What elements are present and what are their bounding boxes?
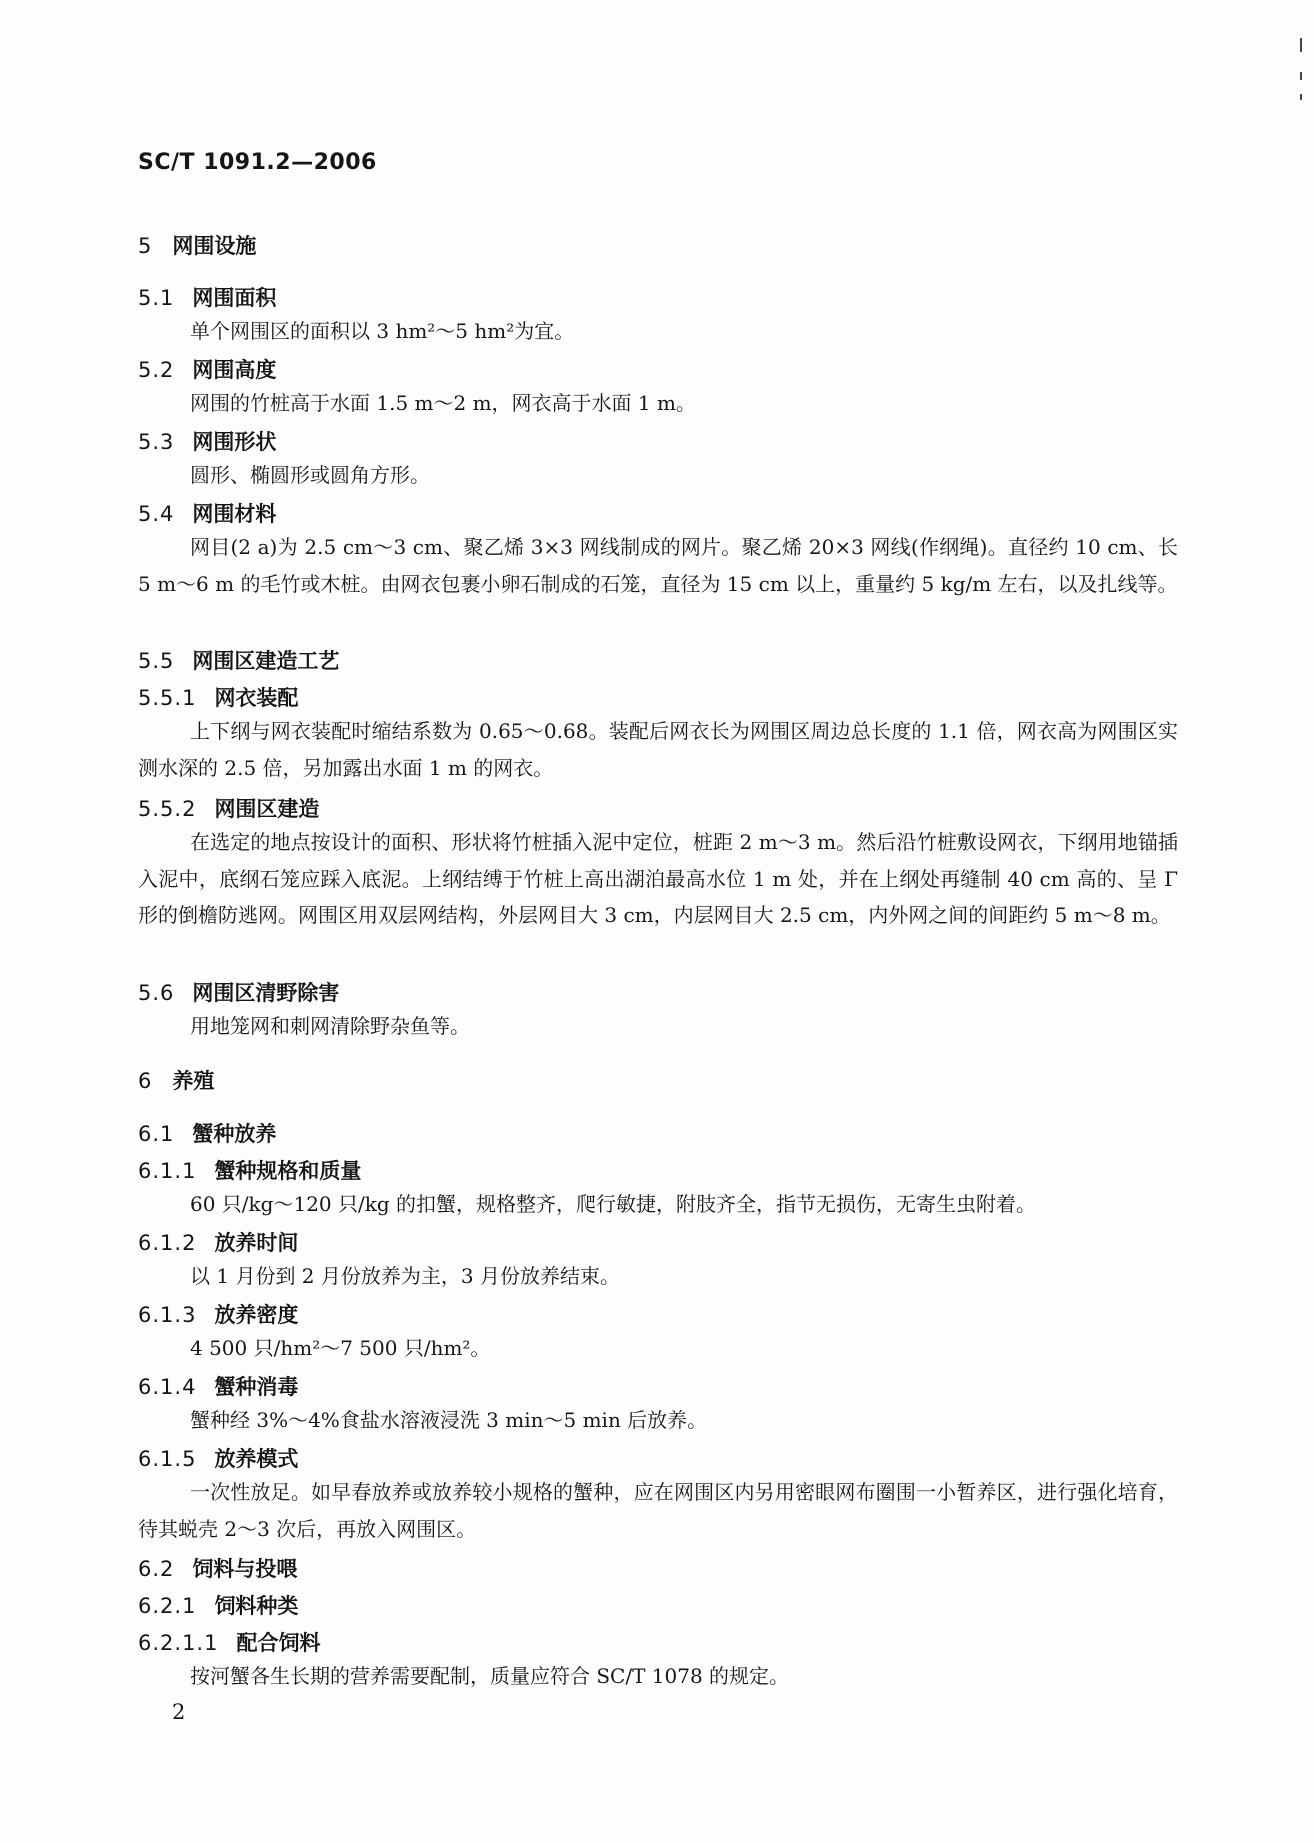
section-number: 6.1.4 bbox=[138, 1375, 197, 1399]
scan-edge-mark bbox=[1300, 94, 1302, 100]
paragraph: 网围的竹桩高于水面 1.5 m～2 m，网衣高于水面 1 m。 bbox=[190, 391, 696, 415]
section-number: 6.2 bbox=[138, 1557, 175, 1581]
paragraph: 一次性放足。如早春放养或放养较小规格的蟹种，应在网围区内另用密眼网布圈围一小暂养区，进行强化培育，待其蜕壳 2～3 次后，再放入网围区。 bbox=[138, 1480, 1178, 1541]
section-title: 放养密度 bbox=[214, 1303, 299, 1327]
section-number: 6.1.3 bbox=[138, 1303, 197, 1327]
section-title: 放养时间 bbox=[214, 1231, 299, 1255]
section-title: 网围形状 bbox=[192, 430, 277, 454]
paragraph: 圆形、椭圆形或圆角方形。 bbox=[190, 463, 430, 487]
section-title: 网衣装配 bbox=[214, 686, 299, 710]
subsection-heading bbox=[138, 1118, 276, 1148]
paragraph: 按河蟹各生长期的营养需要配制，质量应符合 SC/T 1078 的规定。 bbox=[190, 1664, 790, 1688]
subsection-heading bbox=[138, 426, 276, 456]
standard-code: SC/T 1091.2—2006 bbox=[138, 150, 377, 175]
section-number: 6.1.5 bbox=[138, 1447, 197, 1471]
section-number: 5 bbox=[138, 234, 153, 258]
subsection-heading bbox=[138, 1371, 298, 1401]
section-heading bbox=[138, 1065, 214, 1095]
section-number: 5.2 bbox=[138, 358, 175, 382]
paragraph: 以 1 月份到 2 月份放养为主，3 月份放养结束。 bbox=[190, 1264, 620, 1288]
section-title: 网围面积 bbox=[192, 286, 277, 310]
section-number: 5.5.1 bbox=[138, 686, 197, 710]
section-title: 网围材料 bbox=[192, 502, 277, 526]
paragraph: 蟹种经 3%～4%食盐水溶液浸洗 3 min～5 min 后放养。 bbox=[190, 1408, 708, 1432]
paragraph: 上下纲与网衣装配时缩结系数为 0.65～0.68。装配后网衣长为网围区周边总长度的 1.1 倍，网衣高为网围区实测水深的 2.5 倍，另加露出水面 1 m 的网衣。 bbox=[138, 719, 1178, 780]
subsection-heading bbox=[138, 1553, 297, 1583]
section-heading bbox=[138, 230, 256, 260]
section-number: 6.1 bbox=[138, 1122, 175, 1146]
subsection-heading bbox=[138, 1590, 298, 1620]
subsection-heading bbox=[138, 1299, 298, 1329]
subsection-heading bbox=[138, 1443, 298, 1473]
section-title: 放养模式 bbox=[214, 1447, 299, 1471]
subsection-heading bbox=[138, 645, 339, 675]
subsection-heading bbox=[138, 282, 276, 312]
subsection-heading bbox=[138, 682, 298, 712]
section-title: 配合饲料 bbox=[236, 1631, 321, 1655]
subsection-heading bbox=[138, 1155, 361, 1185]
scan-edge-mark bbox=[1300, 72, 1302, 80]
subsection-heading bbox=[138, 793, 319, 823]
section-title: 网围高度 bbox=[192, 358, 277, 382]
section-title: 养殖 bbox=[172, 1069, 215, 1093]
subsection-heading bbox=[138, 977, 339, 1007]
section-title: 饲料种类 bbox=[214, 1594, 299, 1618]
paragraph: 单个网围区的面积以 3 hm²～5 hm²为宜。 bbox=[190, 319, 575, 343]
section-number: 5.1 bbox=[138, 286, 175, 310]
subsection-heading bbox=[138, 354, 276, 384]
section-title: 网围设施 bbox=[172, 234, 257, 258]
section-number: 6.2.1 bbox=[138, 1594, 197, 1618]
paragraph: 在选定的地点按设计的面积、形状将竹桩插入泥中定位，桩距 2 m～3 m。然后沿竹桩敷设网衣，下纲用地锚插入泥中，底纲石笼应踩入底泥。上纲结缚于竹桩上高出湖泊最高水位 1 m 处，并在上纲处再缝制 40 cm 高的、呈 Γ 形的倒檐防逃网。网围区用双层网结构，外层网目大 3 cm，内层网目大 2.5 cm，内外网之间的间距约 5 m～8 m。 bbox=[138, 830, 1178, 927]
paragraph: 网目(2 a)为 2.5 cm～3 cm、聚乙烯 3×3 网线制成的网片。聚乙烯 20×3 网线(作纲绳)。直径约 10 cm、长 5 m～6 m 的毛竹或木桩。由网衣包裹小卵石制成的石笼，直径为 15 cm 以上，重量约 5 kg/m 左右，以及扎线等。 bbox=[138, 535, 1178, 596]
paragraph: 4 500 只/hm²～7 500 只/hm²。 bbox=[190, 1336, 491, 1360]
subsection-heading bbox=[138, 1627, 320, 1657]
section-number: 6.1.1 bbox=[138, 1159, 197, 1183]
paragraph: 用地笼网和刺网清除野杂鱼等。 bbox=[190, 1014, 470, 1038]
section-title: 饲料与投喂 bbox=[192, 1557, 298, 1581]
section-number: 5.6 bbox=[138, 981, 175, 1005]
section-title: 蟹种规格和质量 bbox=[214, 1159, 362, 1183]
section-number: 6.2.1.1 bbox=[138, 1631, 219, 1655]
subsection-heading bbox=[138, 1227, 298, 1257]
section-title: 蟹种放养 bbox=[192, 1122, 277, 1146]
paragraph: 60 只/kg～120 只/kg 的扣蟹，规格整齐，爬行敏捷，附肢齐全，指节无损伤，无寄生虫附着。 bbox=[190, 1192, 1037, 1216]
scan-edge-mark bbox=[1300, 38, 1302, 52]
section-title: 蟹种消毒 bbox=[214, 1375, 299, 1399]
section-number: 6 bbox=[138, 1069, 153, 1093]
section-title: 网围区建造工艺 bbox=[192, 649, 340, 673]
section-number: 5.4 bbox=[138, 502, 175, 526]
page-number: 2 bbox=[172, 1700, 186, 1724]
section-title: 网围区清野除害 bbox=[192, 981, 340, 1005]
subsection-heading bbox=[138, 498, 276, 528]
section-number: 5.5.2 bbox=[138, 797, 197, 821]
section-number: 5.5 bbox=[138, 649, 175, 673]
section-title: 网围区建造 bbox=[214, 797, 320, 821]
section-number: 5.3 bbox=[138, 430, 175, 454]
section-number: 6.1.2 bbox=[138, 1231, 197, 1255]
